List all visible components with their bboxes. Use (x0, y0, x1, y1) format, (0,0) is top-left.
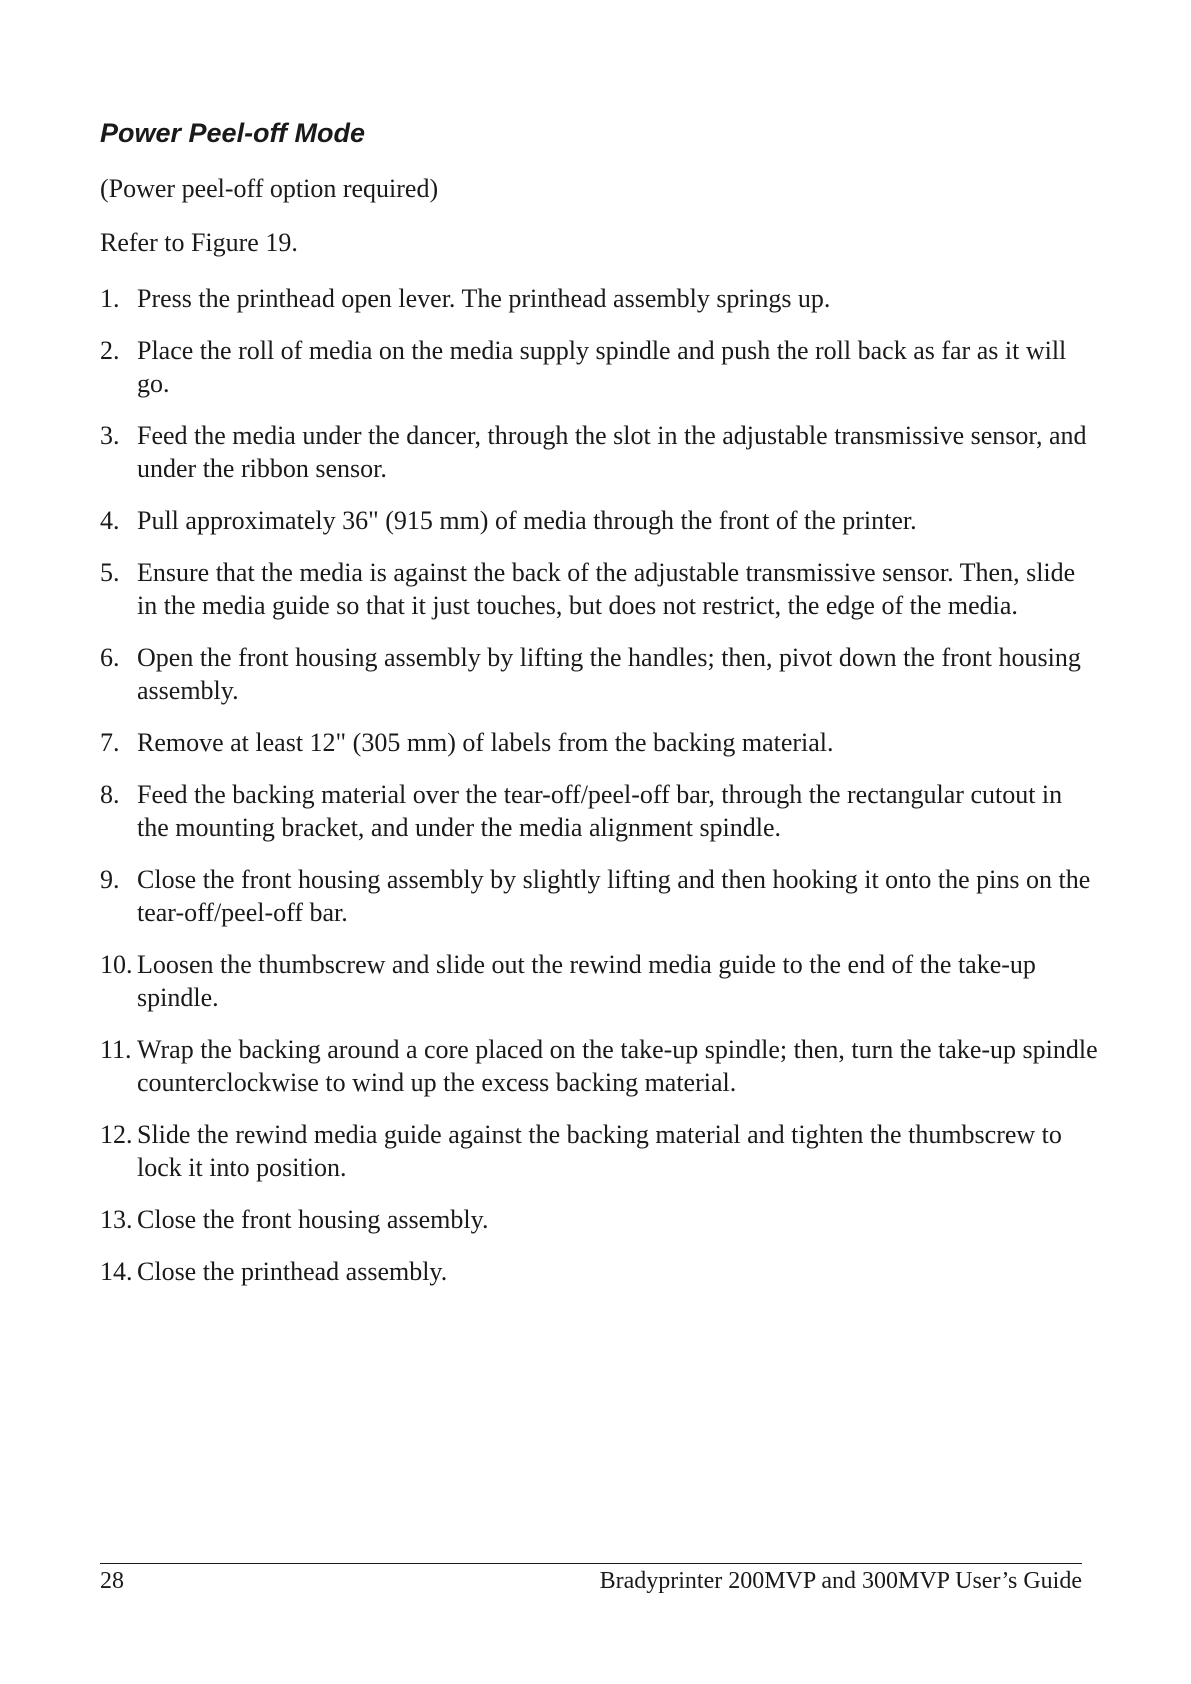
step-number: 1. (100, 284, 120, 313)
step-number: 8. (100, 780, 120, 809)
step-text: Remove at least 12" (305 mm) of labels from the backing material. (137, 728, 834, 757)
step-text: Pull approximately 36" (915 mm) of media through the front of the printer. (137, 506, 917, 535)
step-text: Press the printhead open lever. The printhead assembly springs up. (137, 284, 831, 313)
step-text: Close the printhead assembly. (137, 1257, 448, 1286)
step-item (100, 556, 1100, 622)
step-item (100, 282, 1100, 315)
step-item (100, 1203, 1100, 1236)
step-number: 7. (100, 728, 120, 757)
page-number: 28 (100, 1568, 124, 1594)
step-text: Place the roll of media on the media supply spindle and push the roll back as far as it will go. (137, 336, 1067, 398)
step-number: 5. (100, 558, 120, 587)
step-number: 10. (100, 950, 133, 979)
step-text: Close the front housing assembly. (137, 1205, 489, 1234)
option-note: (Power peel-off option required) (100, 174, 439, 203)
footer-divider (100, 1563, 1082, 1564)
step-text: Loosen the thumbscrew and slide out the rewind media guide to the end of the take-up spindle. (137, 950, 1036, 1012)
step-number: 2. (100, 336, 120, 365)
step-item (100, 504, 1100, 537)
step-text: Wrap the backing around a core placed on the take-up spindle; then, turn the take-up spindle counterclockwise to wind up the excess backing material. (137, 1035, 1098, 1097)
section-heading: Power Peel-off Mode (100, 118, 366, 148)
step-text: Slide the rewind media guide against the backing material and tighten the thumbscrew to lock it into position. (137, 1120, 1062, 1182)
step-item (100, 419, 1100, 485)
step-number: 6. (100, 643, 120, 672)
step-number: 11. (100, 1035, 132, 1064)
step-number: 14. (100, 1257, 133, 1286)
step-text: Close the front housing assembly by slightly lifting and then hooking it onto the pins on the tear-off/peel-off bar. (137, 865, 1091, 927)
step-number: 3. (100, 421, 120, 450)
step-item (100, 1255, 1100, 1288)
procedure-steps (100, 282, 1100, 1307)
step-number: 13. (100, 1205, 133, 1234)
step-item (100, 948, 1100, 1014)
step-item (100, 778, 1100, 844)
step-number: 9. (100, 865, 120, 894)
step-item (100, 334, 1100, 400)
step-text: Open the front housing assembly by lifting the handles; then, pivot down the front housing assembly. (137, 643, 1081, 705)
step-item (100, 641, 1100, 707)
step-text: Feed the media under the dancer, through the slot in the adjustable transmissive sensor, and under the ribbon sensor. (137, 421, 1087, 483)
figure-reference: Refer to Figure 19. (100, 228, 298, 257)
step-number: 12. (100, 1120, 133, 1149)
step-item (100, 1118, 1100, 1184)
step-number: 4. (100, 506, 120, 535)
step-item (100, 863, 1100, 929)
step-item (100, 726, 1100, 759)
document-title: Bradyprinter 200MVP and 300MVP User’s Guide (599, 1568, 1082, 1594)
step-item (100, 1033, 1100, 1099)
step-text: Feed the backing material over the tear-off/peel-off bar, through the rectangular cutout in the mounting bracket, and under the media alignment spindle. (137, 780, 1063, 842)
step-text: Ensure that the media is against the back of the adjustable transmissive sensor. Then, slide in the media guide so that it just touches, but does not restrict, the edge of the media. (137, 558, 1076, 620)
